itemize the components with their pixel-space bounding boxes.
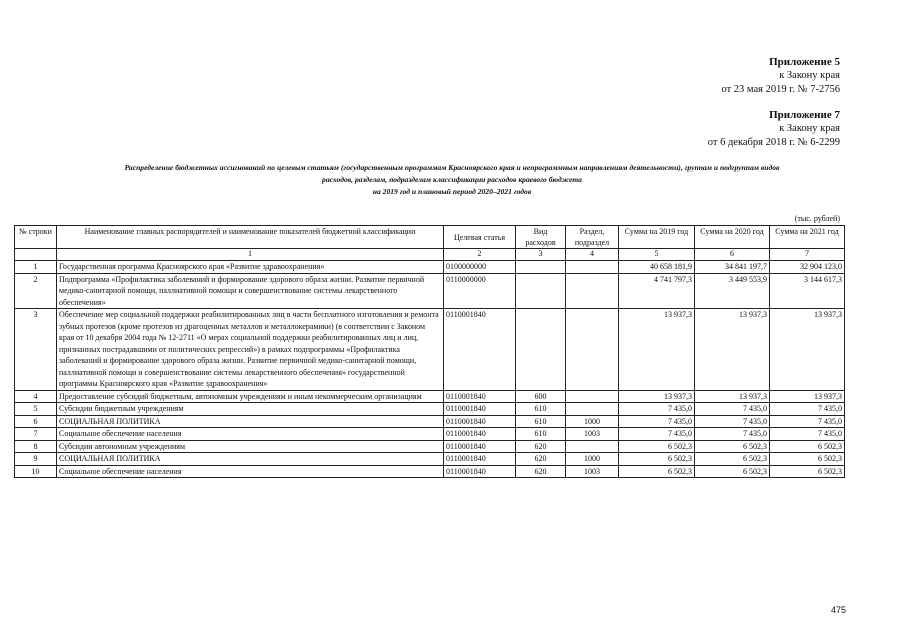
header-sum-2019: Сумма на 2019 год (619, 226, 695, 249)
row-target-article: 0110001840 (444, 440, 516, 453)
row-sum-2020: 3 449 553,9 (695, 273, 770, 309)
table-row (15, 261, 845, 274)
row-number: 6 (15, 415, 57, 428)
row-name: Социальное обеспечение населения (57, 428, 444, 441)
table-row (15, 465, 845, 478)
col-number: 2 (444, 249, 516, 261)
appendix-5-block (721, 55, 840, 97)
row-sum-2019: 6 502,3 (619, 440, 695, 453)
header-target: Целевая статья (444, 226, 516, 249)
row-expense-type (516, 309, 566, 391)
row-target-article: 0110001840 (444, 390, 516, 403)
column-number-row (15, 249, 845, 261)
table-row (15, 403, 845, 416)
row-sum-2019: 7 435,0 (619, 428, 695, 441)
row-expense-type: 620 (516, 453, 566, 466)
col-number (15, 249, 57, 261)
row-expense-type: 620 (516, 440, 566, 453)
budget-table (14, 225, 845, 478)
row-sum-2020: 7 435,0 (695, 428, 770, 441)
row-sum-2021: 7 435,0 (770, 403, 845, 416)
row-name: Субсидии бюджетным учреждениям (57, 403, 444, 416)
row-expense-type: 610 (516, 428, 566, 441)
row-target-article: 0100000000 (444, 261, 516, 274)
row-sum-2021: 6 502,3 (770, 453, 845, 466)
appendix-5-title: Приложение 5 (769, 56, 840, 68)
row-name: СОЦИАЛЬНАЯ ПОЛИТИКА (57, 415, 444, 428)
row-target-article: 0110001840 (444, 415, 516, 428)
row-expense-type: 600 (516, 390, 566, 403)
row-sum-2019: 13 937,3 (619, 309, 695, 391)
appendix-5-line2: от 23 мая 2019 г. № 7-2756 (721, 84, 840, 95)
row-sum-2020: 34 841 197,7 (695, 261, 770, 274)
header-sum-2021: Сумма на 2021 год (770, 226, 845, 249)
row-sum-2021: 32 904 123,0 (770, 261, 845, 274)
row-sum-2020: 13 937,3 (695, 309, 770, 391)
row-number: 9 (15, 453, 57, 466)
row-name: Обеспечение мер социальной поддержки реабилитированных лиц в части бесплатного изготовления и ремонта зубных протезов (кроме протезов из драгоценных металлов и металлокерамики) (в соответствии с Законом края от 10 декабря 2004 года № 12-2711 «О мерах социальной поддержки реабилитированных лиц и лиц, признанных пострадавшими от политических репрессий») в рамках подпрограммы «Профилактика заболеваний и формирование здорового образа жизни. Развитие первичной медико-санитарной помощи, паллиативной помощи и совершенствование системы лекарственного обеспечения» государственной программы Красноярского края «Развитие здравоохранения» (57, 309, 444, 391)
row-section (566, 309, 619, 391)
row-name: СОЦИАЛЬНАЯ ПОЛИТИКА (57, 453, 444, 466)
col-number: 6 (695, 249, 770, 261)
appendix-7-line2: от 6 декабря 2018 г. № 6-2299 (707, 137, 840, 148)
row-sum-2021: 3 144 617,3 (770, 273, 845, 309)
row-expense-type (516, 273, 566, 309)
row-sum-2021: 6 502,3 (770, 440, 845, 453)
row-target-article: 0110001840 (444, 453, 516, 466)
row-expense-type: 610 (516, 403, 566, 416)
row-sum-2020: 13 937,3 (695, 390, 770, 403)
table-header-row (15, 226, 845, 249)
row-section (566, 440, 619, 453)
row-sum-2019: 6 502,3 (619, 453, 695, 466)
row-section: 1000 (566, 453, 619, 466)
row-section: 1003 (566, 428, 619, 441)
row-name: Предоставление субсидий бюджетным, автономным учреждениям и иным некоммерческим организациям (57, 390, 444, 403)
row-number: 1 (15, 261, 57, 274)
row-number: 7 (15, 428, 57, 441)
col-number: 7 (770, 249, 845, 261)
appendix-7-title: Приложение 7 (769, 109, 840, 121)
row-target-article: 0110001840 (444, 428, 516, 441)
row-section: 1003 (566, 465, 619, 478)
row-expense-type (516, 261, 566, 274)
row-expense-type: 620 (516, 465, 566, 478)
col-number: 3 (516, 249, 566, 261)
row-sum-2021: 7 435,0 (770, 428, 845, 441)
col-number: 5 (619, 249, 695, 261)
row-target-article: 0110000000 (444, 273, 516, 309)
row-name: Подпрограмма «Профилактика заболеваний и формирование здорового образа жизни. Развитие первичной медико-санитарной помощи, паллиативной помощи и совершенствование системы лекарственного обеспечения» (57, 273, 444, 309)
table-row (15, 390, 845, 403)
row-sum-2019: 13 937,3 (619, 390, 695, 403)
appendix-7-block (708, 108, 840, 150)
row-name: Субсидии автономным учреждениям (57, 440, 444, 453)
document-heading (14, 162, 890, 198)
row-sum-2019: 4 741 797,3 (619, 273, 695, 309)
row-sum-2020: 7 435,0 (695, 403, 770, 416)
header-num: № строки (15, 226, 57, 249)
row-target-article: 0110001840 (444, 465, 516, 478)
row-section (566, 390, 619, 403)
row-name: Социальное обеспечение населения (57, 465, 444, 478)
row-sum-2019: 40 658 181,9 (619, 261, 695, 274)
table-row (15, 273, 845, 309)
row-section (566, 403, 619, 416)
table-row (15, 440, 845, 453)
row-number: 4 (15, 390, 57, 403)
row-section: 1000 (566, 415, 619, 428)
header-name: Наименование главных распорядителей и наименование показателей бюджетной классификации (57, 226, 444, 249)
row-number: 10 (15, 465, 57, 478)
row-sum-2021: 6 502,3 (770, 465, 845, 478)
row-number: 3 (15, 309, 57, 391)
header-section: Раздел, подраздел (566, 226, 619, 249)
table-row (15, 415, 845, 428)
appendix-5-line1: к Закону края (779, 70, 840, 81)
row-number: 2 (15, 273, 57, 309)
table-row (15, 453, 845, 466)
row-target-article: 0110001840 (444, 403, 516, 416)
row-sum-2019: 6 502,3 (619, 465, 695, 478)
row-sum-2021: 7 435,0 (770, 415, 845, 428)
row-sum-2020: 7 435,0 (695, 415, 770, 428)
heading-line-1: Распределение бюджетных ассигнований по целевым статьям (государственным программам Красноярского края и непрограммным направлениям деятельности), группам и подгруппам видов (124, 163, 780, 172)
row-number: 5 (15, 403, 57, 416)
row-expense-type: 610 (516, 415, 566, 428)
row-sum-2021: 13 937,3 (770, 390, 845, 403)
page-number: 475 (830, 605, 846, 615)
col-number: 1 (57, 249, 444, 261)
row-sum-2021: 13 937,3 (770, 309, 845, 391)
row-sum-2020: 6 502,3 (695, 453, 770, 466)
row-section (566, 261, 619, 274)
heading-line-2: расходов, разделам, подразделам классификации расходов краевого бюджета (322, 175, 582, 184)
units-label: (тыс. рублей) (794, 214, 840, 223)
row-section (566, 273, 619, 309)
appendix-7-line1: к Закону края (779, 123, 840, 134)
row-sum-2019: 7 435,0 (619, 403, 695, 416)
header-type: Вид расходов (516, 226, 566, 249)
table-row (15, 309, 845, 391)
row-name: Государственная программа Красноярского края «Развитие здравоохранения» (57, 261, 444, 274)
row-target-article: 0110001840 (444, 309, 516, 391)
header-sum-2020: Сумма на 2020 год (695, 226, 770, 249)
row-sum-2019: 7 435,0 (619, 415, 695, 428)
row-sum-2020: 6 502,3 (695, 440, 770, 453)
heading-line-3: на 2019 год и плановый период 2020–2021 годов (372, 187, 532, 196)
row-number: 8 (15, 440, 57, 453)
col-number: 4 (566, 249, 619, 261)
table-row (15, 428, 845, 441)
row-sum-2020: 6 502,3 (695, 465, 770, 478)
